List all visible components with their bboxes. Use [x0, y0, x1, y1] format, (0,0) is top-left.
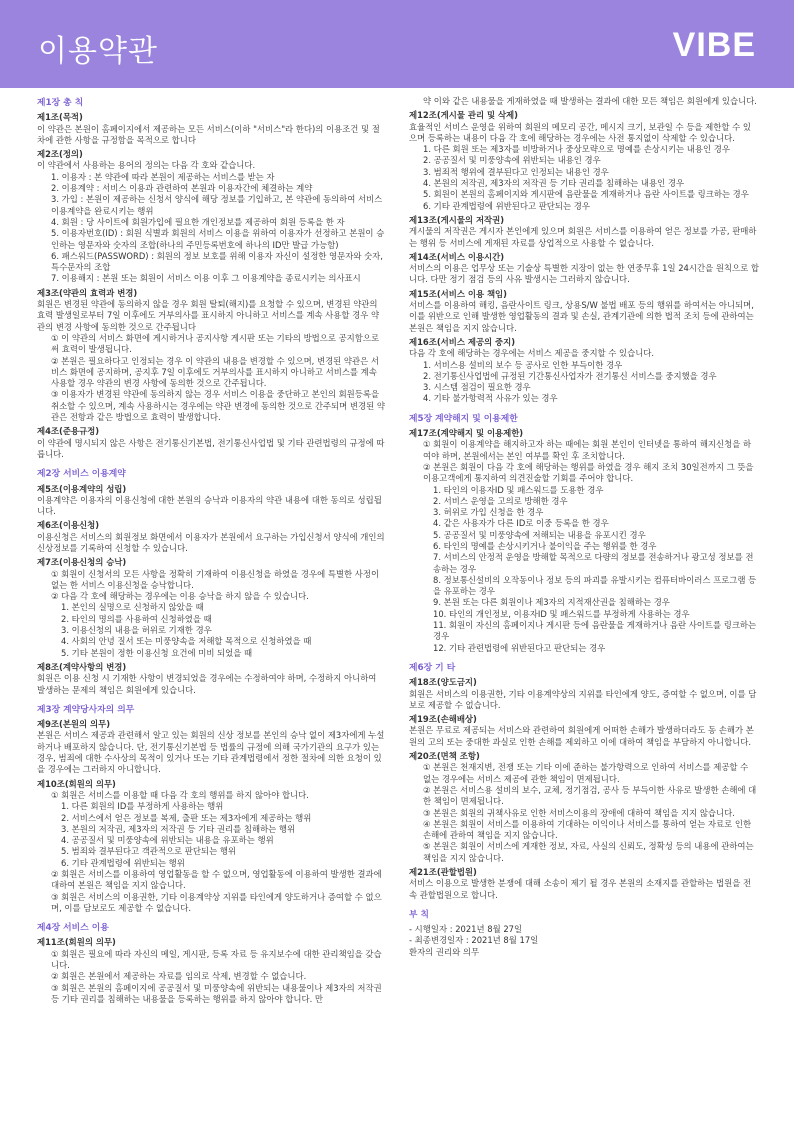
page-header — [0, 0, 794, 88]
list-item: ③ 이용자가 변경된 약관에 동의하지 않는 경우 서비스 이용을 중단하고 본인의 회원등록을 취소할 수 있으며, 계속 사용하시는 경우에는 약관 변경에 동의한 것으로 간주되며 변경된 약관은 전항과 같은 방법으로 효력이 발생합니다. — [51, 389, 385, 423]
article-title: 제10조(회원의 의무) — [37, 778, 116, 789]
list-item: 1. 이용자 : 본 약관에 따라 본원이 제공하는 서비스를 받는 자 — [51, 171, 275, 182]
article-title: 제13조(게시물의 저작권) — [409, 214, 505, 225]
list-item: 7. 이용해지 : 본원 또는 회원이 서비스 이용 이후 그 이용계약을 종료시키는 의사표시 — [51, 273, 361, 284]
article-title: 제15조(서비스 이용 책임) — [409, 288, 507, 299]
sub-list-item: 5. 기타 본원이 정한 이용신청 요건에 미비 되었을 때 — [61, 647, 253, 658]
terms-column-left — [37, 96, 387, 1005]
paragraph: 이 약관에 명시되지 않은 사항은 전기통신기본법, 전기통신사업법 및 기타 관련법령의 규정에 따릅니다. — [37, 437, 385, 459]
sub-list-item: 2. 타인의 명의를 사용하여 신청하였을 때 — [61, 613, 212, 624]
list-item: ① 회원은 서비스를 이용할 때 다음 각 호의 행위를 하지 않아야 합니다. — [51, 789, 309, 800]
list-item: ③ 회원은 서비스의 이용권한, 기타 이용계약상 지위를 타인에게 양도하거나 증여할 수 없으며, 이를 담보로도 제공할 수 없습니다. — [51, 891, 382, 913]
chapter-heading: 제3장 계약당사자의 의무 — [37, 704, 135, 715]
article-title: 제18조(양도금지) — [409, 677, 477, 688]
paragraph: 서비스 이용으로 발생한 분쟁에 대해 소송이 제기 될 경우 본원의 소재지를 관할하는 법원을 전속 관할법원으로 합니다. — [409, 878, 752, 900]
sub-list-item: 12. 기타 관련법령에 위반된다고 판단되는 경우 — [433, 642, 606, 653]
list-item: ② 본원은 필요하다고 인정되는 경우 이 약관의 내용을 변경할 수 있으며, 변경된 약관은 서비스 화면에 공지하며, 공지후 7일 이후에도 거부의사를 표시하지 아니하고 서비스를 계속 사용할 경우 약관의 변경 사항에 동의한 것으로 간주됩니다. — [51, 355, 379, 389]
article-title: 제2조(정의) — [37, 149, 83, 160]
sub-list-item: 4. 공공질서 및 미풍양속에 위반되는 내용을 유포하는 행위 — [61, 835, 274, 846]
chapter-heading: 부 칙 — [409, 909, 430, 920]
paragraph: 게시물의 저작권은 게시자 본인에게 있으며 회원은 서비스를 이용하여 얻은 정보를 가공, 판매하는 행위 등 서비스에 게재된 자료를 상업적으로 사용할 수 없습니다. — [409, 226, 757, 248]
list-item: ② 본원은 회원이 다음 각 호에 해당하는 행위를 하였을 경우 해지 조치 30일전까지 그 뜻을 이용고객에게 통지하여 의견진술할 기회를 주어야 합니다. — [423, 461, 754, 484]
sub-list-item: 2. 서비스 운영을 고의로 방해한 경우 — [433, 495, 568, 506]
article-title: 제16조(서비스 제공의 중지) — [409, 336, 516, 347]
spacer — [37, 460, 387, 467]
sub-list-item: 3. 이용신청의 내용을 허위로 기재한 경우 — [61, 625, 212, 636]
list-item: 3. 시스템 점검이 필요한 경우 — [423, 382, 531, 393]
paragraph: 효율적인 서비스 운영을 위하여 회원의 메모리 공간, 메시지 크기, 보관일 수 등을 제한할 수 있으며 등록하는 내용이 다음 각 호에 해당하는 경우에는 사전 통지없이 삭제할 수 있습니다. — [409, 121, 751, 143]
list-item: 4. 기타 불가항력적 사유가 있는 경우 — [423, 393, 558, 404]
page-title: 이용약관 — [38, 34, 158, 69]
sub-list-item: 8. 정보통신설비의 오작동이나 정보 등의 파괴를 유발시키는 컴퓨터바이러스 프로그램 등을 유포하는 경우 — [433, 574, 757, 597]
list-item: ④ 본원은 회원이 서비스를 이용하여 기대하는 이익이나 서비스를 통하여 얻는 자료로 인한 손해에 관하여 책임을 지지 않습니다. — [423, 818, 752, 841]
spacer — [37, 914, 387, 921]
list-item: 2. 공공질서 및 미풍양속에 위반되는 내용인 경우 — [423, 155, 601, 166]
sub-list-item: 6. 기타 관계법령에 위반되는 행위 — [61, 857, 185, 868]
list-item: 6. 기타 관계법령에 위반된다고 판단되는 경우 — [423, 200, 590, 211]
article-title: 제19조(손해배상) — [409, 714, 477, 725]
paragraph: 환자의 권리와 의무 — [409, 946, 480, 957]
spacer — [37, 696, 387, 703]
sub-list-item: 5. 범죄와 결부된다고 객관적으로 판단되는 행위 — [61, 846, 237, 857]
chapter-heading: 제2장 서비스 이용계약 — [37, 469, 126, 480]
paragraph: 이 약관은 본원이 홈페이지에서 제공하는 모든 서비스(이하 "서비스"라 한다)의 이용조건 및 절차에 관한 사항을 규정함을 목적으로 합니다 — [37, 123, 380, 145]
sub-list-item: 7. 서비스의 안정적 운영을 방해할 목적으로 다량의 정보를 전송하거나 광고성 정보를 전송하는 경우 — [433, 552, 754, 574]
list-item: ① 회원이 신청서의 모든 사항을 정확히 기재하여 이용신청을 하였을 경우에 특별한 사정이 없는 한 서비스 이용신청을 승낙합니다. — [51, 568, 380, 590]
list-item: 4. 회원 : 당 사이트에 회원가입에 필요한 개인정보를 제공하여 회원 등록을 한 자 — [51, 216, 345, 227]
sub-list-item: 10. 타인의 개인정보, 이용자ID 및 패스워드를 부정하게 사용하는 경우 — [433, 608, 690, 619]
article-title: 제6조(이용신청) — [37, 520, 100, 531]
paragraph: 회원은 이용 신청 시 기재한 사항이 변경되었을 경우에는 수정하여야 하며, 수정하지 아니하여 발생하는 문제의 책임은 회원에게 있습니다. — [37, 673, 377, 695]
sub-list-item: 1. 다른 회원의 ID를 부정하게 사용하는 행위 — [61, 801, 224, 812]
list-item: ① 이 약관의 서비스 화면에 게시하거나 공지사항 게시판 또는 기타의 방법으로 공지함으로써 효력이 발생됩니다. — [51, 332, 380, 355]
sub-list-item: 1. 본인의 실명으로 신청하지 않았을 때 — [61, 602, 204, 613]
chapter-heading: 제4장 서비스 이용 — [37, 923, 109, 934]
paragraph: 다음 각 호에 해당하는 경우에는 서비스 제공을 중지할 수 있습니다. — [409, 348, 655, 359]
article-title: 제8조(계약사항의 변경) — [37, 661, 127, 672]
sub-list-item: 1. 타인의 이용자ID 및 패스워드를 도용한 경우 — [433, 484, 604, 495]
list-item: 3. 범죄적 행위에 결부된다고 인정되는 내용인 경우 — [423, 166, 609, 177]
paragraph: - 시행일자 : 2021년 8월 27일 — [409, 924, 523, 935]
paragraph: 이용신청은 서비스의 회원정보 화면에서 이용자가 본원에서 요구하는 가입신청서 양식에 개인의 신상정보를 기록하여 신청할 수 있습니다. — [37, 531, 385, 553]
sub-list-item: 11. 회원이 자신의 홈페이지나 게시판 등에 음란물을 게재하거나 음란 사이트를 링크하는 경우 — [433, 620, 757, 642]
article-title: 제14조(서비스 이용시간) — [409, 251, 505, 262]
article-title: 제12조(게시물 관리 및 삭제) — [409, 110, 518, 121]
article-title: 제20조(면책 조항) — [409, 751, 480, 762]
sub-list-item: 5. 공공질서 및 미풍양속에 저해되는 내용을 유포시킨 경우 — [433, 529, 646, 540]
list-item: 1. 서비스용 설비의 보수 등 공사로 인한 부득이한 경우 — [423, 359, 623, 370]
list-item: 약 이와 같은 내용물을 게재하였을 때 발생하는 결과에 대한 모든 책임은 회원에게 있습니다. — [423, 96, 757, 106]
sub-list-item: 3. 본원의 저작권, 제3자의 저작권 등 기타 권리를 침해하는 행위 — [61, 823, 296, 834]
article-title: 제4조(준용규정) — [37, 426, 100, 437]
list-item: 4. 본원의 저작권, 제3자의 저작권 등 기타 권리를 침해하는 내용인 경우 — [423, 178, 685, 189]
sub-list-item: 9. 본원 또는 다른 회원이나 제3자의 지적재산권을 침해하는 경우 — [433, 597, 670, 608]
paragraph: 이 약관에서 사용하는 용어의 정의는 다음 각 호와 같습니다. — [37, 160, 256, 171]
chapter-heading: 제5장 계약해지 및 이용제한 — [409, 413, 518, 424]
paragraph: - 최종변경일자 : 2021년 8월 17일 — [409, 935, 539, 946]
list-item: 6. 패스워드(PASSWORD) : 회원의 정보 보호를 위해 이용자 자신이 설정한 영문자와 숫자, 특수문자의 조합 — [51, 250, 383, 273]
chapter-heading: 제1장 총 칙 — [37, 98, 84, 108]
sub-list-item: 4. 같은 사용자가 다른 ID로 이중 등록을 한 경우 — [433, 518, 609, 529]
terms-column-right — [409, 96, 759, 958]
paragraph: 본원은 서비스 제공과 관련해서 알고 있는 회원의 신상 정보를 본인의 승낙 없이 제3자에게 누설하거나 배포하지 않습니다. 단, 전기통신기본법 등 법률의 규정에 의해 국가기관의 요구가 있는 경우, 범죄에 대한 수사상의 목적이 있거나 또는 기타 관계법령에서 정한 절차에 의한 요청이 있을 경우에는 그러하지 아니합니다. — [37, 730, 385, 775]
paragraph: 회원은 변경된 약관에 동의하지 않을 경우 회원 탈퇴(해지)를 요청할 수 있으며, 변경된 약관의 효력 발생일로부터 7일 이후에도 거부의사를 표시하지 아니하고 서비스를 계속 사용할 경우 약관의 변경 사항에 동의한 것으로 간주됩니다 — [37, 299, 380, 332]
paragraph: 회원은 서비스의 이용권한, 기타 이용계약상의 지위를 타인에게 양도, 증여할 수 없으며, 이를 담보로 제공할 수 없습니다. — [409, 688, 757, 710]
paragraph: 이용계약은 이용자의 이용신청에 대한 본원의 승낙과 이용자의 약관 내용에 대한 동의로 성립됩니다. — [37, 494, 382, 517]
chapter-heading: 제6장 기 타 — [409, 662, 456, 673]
article-title: 제9조(본원의 의무) — [37, 719, 111, 730]
paragraph: 본원은 무료로 제공되는 서비스와 관련하여 회원에게 어떠한 손해가 발생하더라도 동 손해가 본원의 고의 또는 중대한 과실로 인한 손해를 제외하고 이에 대하여 책임을 부담하지 아니합니다. — [409, 725, 754, 747]
list-item: 2. 이용계약 : 서비스 이용과 관련하여 본원과 이용자간에 체결하는 계약 — [51, 183, 313, 194]
article-title: 제7조(이용신청의 승낙) — [37, 557, 127, 568]
paragraph: 서비스를 이용하여 해킹, 음란사이트 링크, 상용S/W 불법 배포 등의 행위를 하여서는 아니되며, 이를 위반으로 인해 발생한 영업활동의 결과 및 손실, 관계기관에 의한 법적 조치 등에 관하여는 본원은 책임을 지지 않습니다. — [409, 300, 754, 333]
list-item: 1. 다른 회원 또는 제3자를 비방하거나 중상모략으로 명예를 손상시키는 내용인 경우 — [423, 144, 730, 155]
article-title: 제3조(약관의 효력과 변경) — [37, 287, 138, 298]
list-item: 5. 이용자번호(ID) : 회원 식별과 회원의 서비스 이용을 위하여 이용자가 선정하고 본원이 승인하는 영문자와 숫자의 조합(하나의 주민등록번호에 하나의 ID만 발급 가능함) — [51, 228, 385, 250]
list-item: 3. 가입 : 본원이 제공하는 신청서 양식에 해당 정보를 기입하고, 본 약관에 동의하여 서비스 이용계약을 완료시키는 행위 — [51, 194, 383, 216]
list-item: ② 회원은 본원에서 제공하는 자료를 임의로 삭제, 변경할 수 없습니다. — [51, 971, 307, 982]
list-item: ② 회원은 서비스를 이용하여 영업활동을 할 수 없으며, 영업활동에 이용하여 발생한 결과에 대하여 본원은 책임을 지지 않습니다. — [51, 869, 382, 891]
list-item: ① 회원이 이용계약을 해지하고자 하는 때에는 회원 본인이 인터넷을 통하여 해지신청을 하여야 하며, 본원에서는 본인 여부를 확인 후 조치합니다. — [423, 439, 752, 461]
sub-list-item: 6. 타인의 명예를 손상시키거나 불이익을 주는 행위를 한 경우 — [433, 540, 657, 551]
list-item: ② 다음 각 호에 해당하는 경우에는 이용 승낙을 하지 않을 수 있습니다. — [51, 591, 309, 602]
article-title: 제21조(관할법원) — [409, 867, 477, 877]
sub-list-item: 2. 서비스에서 얻은 정보를 복제, 출판 또는 제3자에게 제공하는 행위 — [61, 812, 312, 823]
list-item: ③ 회원은 본원의 홈페이지에 공공질서 및 미풍양속에 위반되는 내용물이나 제3자의 저작권 등 기타 권리를 침해하는 내용물을 등록하는 행위를 하지 않아야 합니다. 만 — [51, 982, 382, 1004]
list-item: ① 본원은 천재지변, 전쟁 또는 기타 이에 준하는 불가항력으로 인하여 서비스를 제공할 수 없는 경우에는 서비스 제공에 관한 책임이 면제됩니다. — [423, 762, 749, 784]
article-title: 제17조(계약해지 및 이용제한) — [409, 428, 524, 439]
list-item: ① 회원은 필요에 따라 자신의 메일, 게시판, 등록 자료 등 유지보수에 대한 관리책임을 갖습니다. — [51, 948, 382, 971]
list-item: ③ 본원은 회원의 귀책사유로 인한 서비스이용의 장애에 대하여 책임을 지지 않습니다. — [423, 807, 735, 818]
spacer — [409, 405, 759, 412]
paragraph: 서비스의 이용은 업무상 또는 기술상 특별한 지장이 없는 한 연중무휴 1일 24시간을 원칙으로 합니다. 다만 정기 점검 등의 사유 발생시는 그러하지 않습니다. — [409, 263, 759, 285]
article-title: 제5조(이용계약의 성립) — [37, 483, 127, 494]
spacer — [409, 654, 759, 661]
list-item: 2. 전기통신사업법에 규정된 기간통신사업자가 전기통신 서비스를 중지했을 경우 — [423, 370, 717, 381]
sub-list-item: 3. 허위로 가입 신청을 한 경우 — [433, 507, 544, 518]
sub-list-item: 4. 사회의 안녕 질서 또는 미풍양속을 저해할 목적으로 신청하였을 때 — [61, 636, 312, 647]
list-item: ② 본원은 서비스용 설비의 보수, 교체, 정기점검, 공사 등 부득이한 사유로 발생한 손해에 대한 책임이 면제됩니다. — [423, 784, 757, 807]
article-title: 제1조(목적) — [37, 112, 83, 123]
list-item: ⑤ 본원은 회원이 서비스에 게재한 정보, 자료, 사실의 신뢰도, 정확성 등의 내용에 관하여는 책임을 지지 않습니다. — [423, 841, 754, 863]
spacer — [409, 901, 759, 908]
article-title: 제11조(회원의 의무) — [37, 937, 116, 948]
list-item: 5. 회원이 본원의 홈페이지와 게시판에 음란물을 게재하거나 음란 사이트를 링크하는 경우 — [423, 189, 749, 200]
brand-logo: VIBE — [672, 26, 756, 64]
